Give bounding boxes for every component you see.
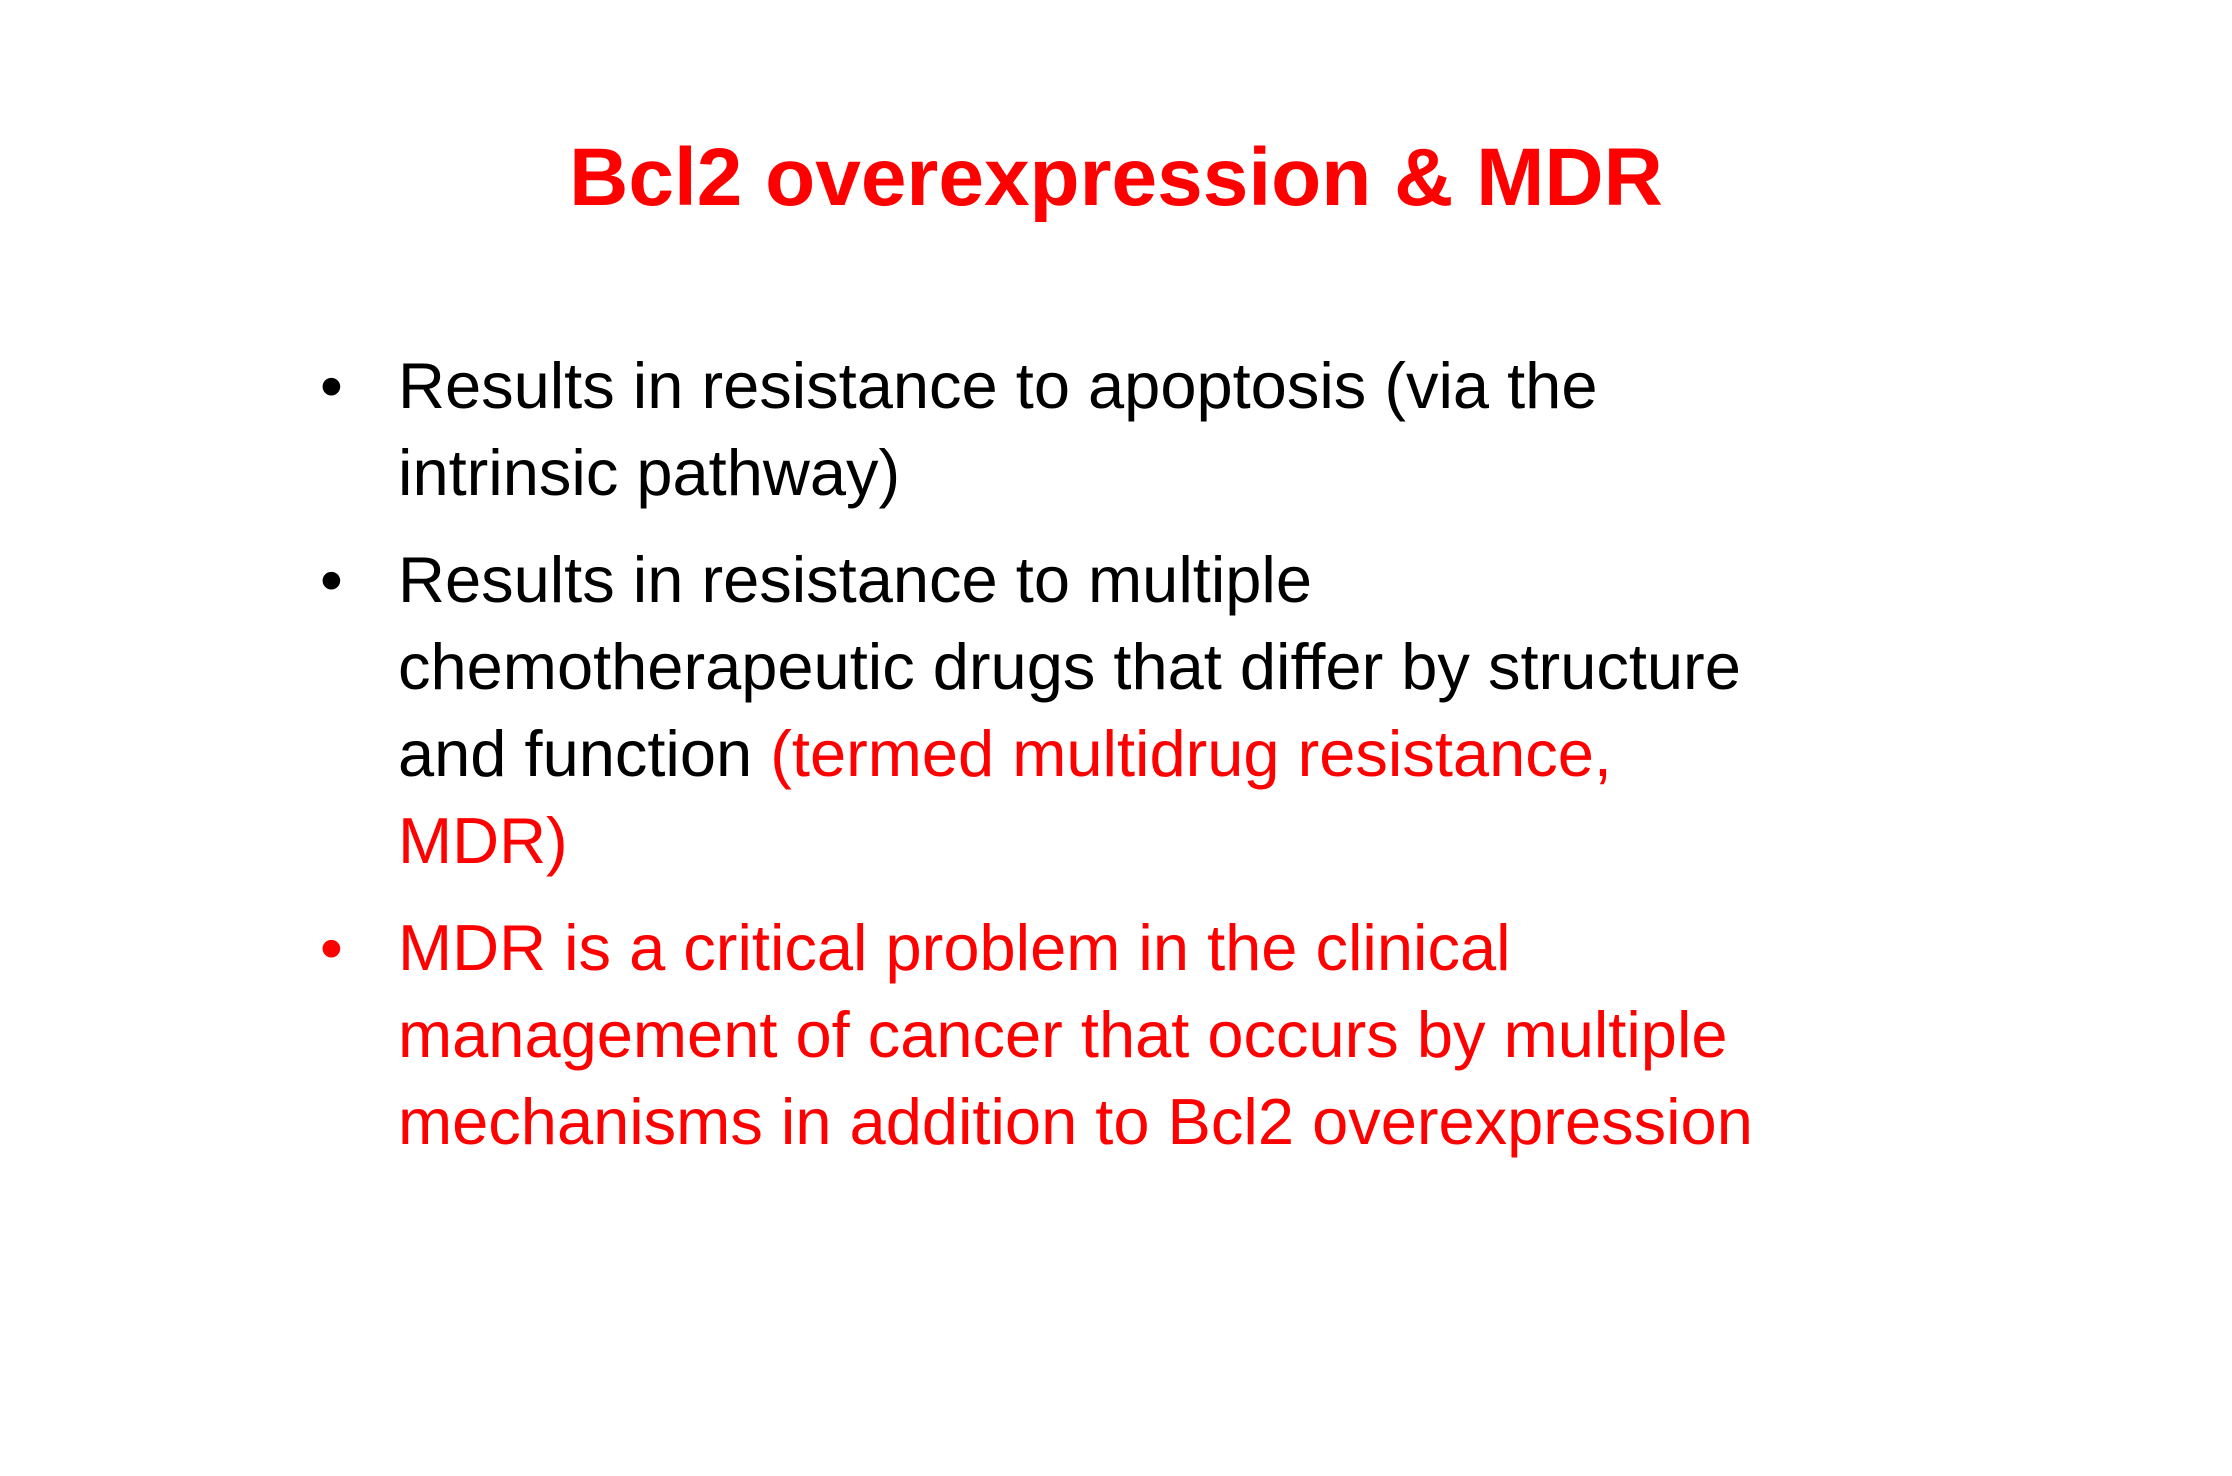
bullet-list <box>320 342 1960 1185</box>
slide-title: Bcl2 overexpression & MDR <box>569 132 1663 223</box>
bullet-text-line-mixed <box>398 710 1960 797</box>
bullet-text-line: Results in resistance to apoptosis (via the <box>398 349 1598 422</box>
bullet-marker: • <box>320 349 343 422</box>
bullet-item-apoptosis <box>320 342 1960 516</box>
bullet-marker: • <box>320 543 343 616</box>
bullet-marker: • <box>320 911 343 984</box>
bullet-text-line: MDR is a critical problem in the clinical <box>398 911 1511 984</box>
bullet-text-line: Results in resistance to multiple <box>398 543 1312 616</box>
bullet-text-line: chemotherapeutic drugs that differ by structure <box>398 630 1741 703</box>
bullet-text-line: intrinsic pathway) <box>398 436 901 509</box>
bullet-text-black: and function <box>398 717 771 790</box>
bullet-text-red: (termed multidrug resistance, <box>770 717 1612 790</box>
bullet-item-multidrug <box>320 536 1960 884</box>
bullet-text-line: management of cancer that occurs by multiple <box>398 998 1728 1071</box>
bullet-item-mdr-problem <box>320 904 1960 1165</box>
bullet-text-line: MDR) <box>398 804 568 877</box>
bullet-text-line: mechanisms in addition to Bcl2 overexpression <box>398 1085 1753 1158</box>
